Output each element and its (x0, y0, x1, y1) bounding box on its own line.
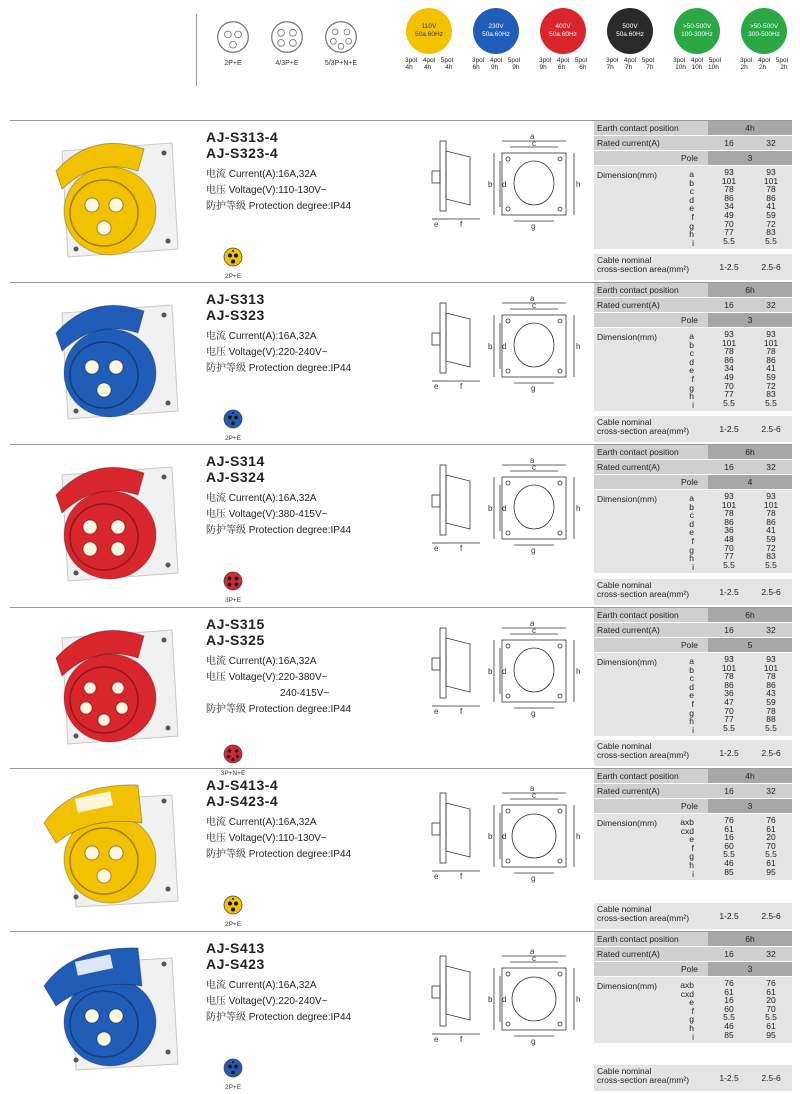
dimension-letters: a b c d e f g h i (689, 331, 694, 410)
pin-config-badge (223, 895, 249, 928)
dimension-label: Dimension(mm) (597, 981, 657, 991)
dimension-rows (594, 490, 792, 573)
product-info (200, 940, 400, 1091)
svg-text:c: c (532, 791, 536, 800)
svg-text:f: f (460, 220, 463, 229)
pole-hours (733, 57, 795, 71)
product-photo (32, 131, 182, 261)
frequency-value: 50a.60Hz (482, 31, 510, 38)
svg-text:c: c (532, 954, 536, 963)
svg-text:e: e (434, 872, 439, 881)
voltage-circle (473, 8, 519, 54)
product-info (200, 777, 400, 928)
pin-diagram-icon (270, 20, 304, 54)
voltage-badge-2 (465, 8, 527, 71)
spec-table (594, 445, 792, 608)
svg-text:h: h (576, 832, 581, 841)
product-photo (32, 293, 182, 423)
rated-label: Rated current(A) (594, 460, 708, 474)
hour-labels: 7h 7h 7h (606, 64, 654, 71)
spec-table (594, 932, 792, 1094)
technical-drawing-icon (410, 783, 590, 883)
pole-hours (599, 57, 661, 71)
dimension-drawing (410, 293, 590, 393)
pin-type-1 (205, 20, 261, 67)
svg-text:a: a (530, 947, 535, 956)
model-number: AJ-S313-4 (206, 129, 279, 145)
svg-text:a: a (530, 784, 535, 793)
rated-16: 16 (708, 947, 750, 961)
pin-config-icon (223, 247, 243, 267)
spec-table (594, 608, 792, 769)
pin-config-badge (223, 1058, 249, 1091)
svg-text:b: b (488, 504, 493, 513)
voltage-circle (607, 8, 653, 54)
pole-value: 3 (708, 962, 792, 976)
voltage-spec: 电压 Voltage(V):220-240V~ (206, 347, 328, 358)
cable-row (594, 1065, 792, 1091)
product-info (200, 129, 400, 280)
frequency-value: 300-500Hz (748, 31, 780, 38)
voltage-badge-6 (733, 8, 795, 71)
svg-text:h: h (576, 342, 581, 351)
pin-type-2 (259, 20, 315, 67)
svg-text:h: h (576, 180, 581, 189)
dimension-label: Dimension(mm) (597, 170, 657, 180)
dimension-rows (594, 328, 792, 411)
pole-labels: 3pol 4pol 5pol (404, 57, 454, 64)
pole-value: 3 (708, 799, 792, 813)
voltage-spec: 电压 Voltage(V):220-380V~ (206, 672, 328, 683)
rated-label: Rated current(A) (594, 136, 708, 150)
current-spec: 电流 Current(A):16A,32A (206, 169, 317, 180)
pole-hours (398, 57, 460, 71)
product-photo (32, 455, 182, 585)
rated-16: 16 (708, 460, 750, 474)
rated-16: 16 (708, 298, 750, 312)
cable-32: 2.5-6 (761, 911, 781, 921)
rated-16: 16 (708, 136, 750, 150)
frequency-value: 50a.60Hz (616, 31, 644, 38)
voltage-badge-5 (666, 8, 728, 71)
current-spec: 电流 Current(A):16A,32A (206, 493, 317, 504)
model-number: AJ-S423 (206, 956, 265, 972)
cable-32: 2.5-6 (761, 424, 781, 434)
voltage-circle (741, 8, 787, 54)
earth-value: 6h (708, 932, 792, 946)
cable-16: 1-2.5 (719, 1073, 739, 1083)
product-photo (32, 779, 182, 909)
dimension-rows (594, 166, 792, 249)
earth-label: Earth contact position (594, 769, 708, 783)
pin-config-badge (223, 571, 249, 604)
svg-text:c: c (532, 463, 536, 472)
svg-text:a: a (530, 294, 535, 303)
svg-text:b: b (488, 342, 493, 351)
pin-config-label: 3P+E (224, 597, 242, 604)
svg-text:g: g (531, 709, 536, 718)
socket-illustration (32, 942, 182, 1072)
voltage-spec: 电压 Voltage(V):220-240V~ (206, 996, 328, 1007)
spec-table (594, 769, 792, 932)
pole-labels: 3pol 4pol 5pol (605, 57, 655, 64)
model-number: AJ-S325 (206, 632, 265, 648)
pole-label: Pole (594, 799, 708, 813)
cable-label: Cable nominal cross-section area(mm²) (594, 903, 708, 929)
pole-label: Pole (594, 962, 708, 976)
pin-config-badge (223, 409, 249, 442)
pin-type-label: 4/3P+E (275, 60, 299, 67)
frequency-value: 100-300Hz (681, 31, 713, 38)
voltage-spec: 电压 Voltage(V):110-130V~ (206, 833, 327, 844)
svg-text:d: d (502, 504, 507, 513)
frequency-value: 50a.60Hz (415, 31, 443, 38)
cable-row (594, 903, 792, 929)
product-row (10, 282, 792, 445)
protection-spec: 防护等级 Protection degree:IP44 (206, 525, 352, 536)
earth-value: 6h (708, 608, 792, 622)
voltage-value: 400V (555, 23, 571, 30)
hour-labels: 9h 6h 6h (539, 64, 587, 71)
cable-16: 1-2.5 (719, 262, 739, 272)
dimension-values-16: 93 101 78 86 36 47 70 77 5.5 (721, 654, 737, 733)
cable-label: Cable nominal cross-section area(mm²) (594, 254, 708, 280)
svg-text:g: g (531, 222, 536, 231)
earth-value: 6h (708, 445, 792, 459)
hour-labels: 2h 2h 2h (740, 64, 788, 71)
svg-text:b: b (488, 832, 493, 841)
pin-config-icon (223, 571, 243, 591)
voltage-circle (406, 8, 452, 54)
svg-text:g: g (531, 874, 536, 883)
pole-labels: 3pol 4pol 5pol (739, 57, 789, 64)
dimension-values-16: 76 61 16 60 5.5 46 85 (723, 978, 735, 1040)
voltage-value: >50-500V (682, 23, 712, 30)
technical-drawing-icon (410, 455, 590, 555)
voltage-value: 230V (488, 23, 504, 30)
svg-text:g: g (531, 546, 536, 555)
svg-text:c: c (532, 301, 536, 310)
product-photo (32, 618, 182, 748)
pole-label: Pole (594, 638, 708, 652)
svg-text:e: e (434, 1035, 439, 1044)
earth-value: 6h (708, 283, 792, 297)
svg-text:c: c (532, 626, 536, 635)
protection-spec: 防护等级 Protection degree:IP44 (206, 849, 352, 860)
pole-labels: 3pol 4pol 5pol (471, 57, 521, 64)
pin-type-label: 5/3P+N+E (324, 60, 358, 67)
voltage-spec: 电压 Voltage(V):380-415V~ (206, 509, 328, 520)
earth-value: 4h (708, 121, 792, 135)
pin-config-icon (223, 1058, 243, 1078)
cable-16: 1-2.5 (719, 587, 739, 597)
product-row (10, 120, 792, 283)
svg-text:d: d (502, 180, 507, 189)
dimension-values-16: 93 101 78 86 36 48 70 77 5.5 (721, 491, 737, 570)
technical-drawing-icon (410, 618, 590, 718)
cable-32: 2.5-6 (761, 587, 781, 597)
socket-illustration (32, 779, 182, 909)
svg-text:c: c (532, 139, 536, 148)
dimension-values-16: 76 61 16 60 5.5 46 85 (723, 815, 735, 877)
pin-config-label: 2P+E (224, 273, 242, 280)
cable-label: Cable nominal cross-section area(mm²) (594, 740, 708, 766)
pole-label: Pole (594, 151, 708, 165)
hour-labels: 10h 10h 10h (675, 64, 719, 71)
dimension-rows (594, 977, 792, 1043)
hour-labels: 4h 4h 4h (405, 64, 453, 71)
product-photo (32, 942, 182, 1072)
svg-text:e: e (434, 707, 439, 716)
cable-row (594, 740, 792, 766)
voltage-value: 500V (622, 23, 638, 30)
socket-illustration (32, 131, 182, 261)
pin-config-label: 2P+E (224, 1084, 242, 1091)
voltage-badge-4 (599, 8, 661, 71)
rated-32: 32 (750, 136, 792, 150)
pin-config-icon (223, 895, 243, 915)
svg-text:h: h (576, 504, 581, 513)
earth-label: Earth contact position (594, 608, 708, 622)
model-number: AJ-S324 (206, 469, 265, 485)
cable-16: 1-2.5 (719, 424, 739, 434)
pole-label: Pole (594, 475, 708, 489)
svg-text:d: d (502, 995, 507, 1004)
dimension-label: Dimension(mm) (597, 818, 657, 828)
earth-label: Earth contact position (594, 932, 708, 946)
rated-16: 16 (708, 623, 750, 637)
dimension-letters: a b c d e f g h i (689, 169, 694, 248)
svg-text:e: e (434, 220, 439, 229)
current-spec: 电流 Current(A):16A,32A (206, 331, 317, 342)
dimension-drawing (410, 131, 590, 231)
dimension-values-32: 93 101 78 86 43 59 78 88 5.5 (763, 654, 779, 733)
pin-config-label: 2P+E (224, 435, 242, 442)
pole-value: 3 (708, 151, 792, 165)
pole-value: 3 (708, 313, 792, 327)
earth-label: Earth contact position (594, 445, 708, 459)
voltage-circle (674, 8, 720, 54)
dimension-rows (594, 653, 792, 736)
dimension-drawing (410, 946, 590, 1046)
current-spec: 电流 Current(A):16A,32A (206, 817, 317, 828)
svg-text:d: d (502, 667, 507, 676)
dimension-values-32: 76 61 20 70 5.5 61 95 (765, 815, 777, 877)
model-number: AJ-S314 (206, 453, 265, 469)
svg-text:b: b (488, 667, 493, 676)
cable-32: 2.5-6 (761, 1073, 781, 1083)
svg-text:f: f (460, 1035, 463, 1044)
voltage-badge-1 (398, 8, 460, 71)
protection-spec: 防护等级 Protection degree:IP44 (206, 201, 352, 212)
dimension-label: Dimension(mm) (597, 657, 657, 667)
pin-config-badge (223, 247, 249, 280)
voltage-badge-3 (532, 8, 594, 71)
earth-label: Earth contact position (594, 283, 708, 297)
model-number: AJ-S323 (206, 307, 265, 323)
cable-row (594, 579, 792, 605)
pole-labels: 3pol 4pol 5pol (538, 57, 588, 64)
pin-type-3 (313, 20, 369, 67)
voltage-value: >50-500V (749, 23, 779, 30)
rated-32: 32 (750, 947, 792, 961)
pin-config-label: 2P+E (224, 921, 242, 928)
pole-hours (666, 57, 728, 71)
cable-16: 1-2.5 (719, 911, 739, 921)
cable-16: 1-2.5 (719, 748, 739, 758)
model-number: AJ-S315 (206, 616, 265, 632)
rated-32: 32 (750, 784, 792, 798)
dimension-values-32: 93 101 78 86 41 59 72 83 5.5 (763, 329, 779, 408)
rated-16: 16 (708, 784, 750, 798)
model-number: AJ-S413-4 (206, 777, 279, 793)
protection-spec: 防护等级 Protection degree:IP44 (206, 704, 352, 715)
dimension-label: Dimension(mm) (597, 332, 657, 342)
model-number: AJ-S413 (206, 940, 265, 956)
product-row (10, 931, 792, 1094)
svg-text:d: d (502, 342, 507, 351)
svg-text:f: f (460, 872, 463, 881)
svg-text:g: g (531, 1037, 536, 1046)
svg-text:f: f (460, 707, 463, 716)
svg-text:h: h (576, 667, 581, 676)
dimension-values-16: 93 101 78 86 34 49 70 77 5.5 (721, 167, 737, 246)
model-number: AJ-S323-4 (206, 145, 279, 161)
svg-text:e: e (434, 382, 439, 391)
dimension-rows (594, 814, 792, 880)
frequency-value: 50a.60Hz (549, 31, 577, 38)
dimension-values-32: 93 101 78 86 41 59 72 83 5.5 (763, 167, 779, 246)
cable-row (594, 416, 792, 442)
rated-label: Rated current(A) (594, 298, 708, 312)
dimension-values-16: 93 101 78 86 34 49 70 77 5.5 (721, 329, 737, 408)
dimension-drawing (410, 618, 590, 718)
rated-label: Rated current(A) (594, 623, 708, 637)
dimension-values-32: 93 101 78 86 41 59 72 83 5.5 (763, 491, 779, 570)
earth-label: Earth contact position (594, 121, 708, 135)
earth-value: 4h (708, 769, 792, 783)
svg-text:a: a (530, 132, 535, 141)
dimension-letters: axb cxd e f g h i (680, 817, 694, 879)
pin-config-label: 3P+N+E (220, 770, 246, 777)
current-spec: 电流 Current(A):16A,32A (206, 980, 317, 991)
voltage-value: 110V (421, 23, 437, 30)
voltage-spec: 电压 Voltage(V):110-130V~ (206, 185, 327, 196)
pin-diagram-icon (324, 20, 358, 54)
pole-hours (465, 57, 527, 71)
voltage-circle (540, 8, 586, 54)
pin-config-icon (223, 744, 243, 764)
dimension-letters: a b c d e f g h i (689, 493, 694, 572)
technical-drawing-icon (410, 946, 590, 1046)
current-spec: 电流 Current(A):16A,32A (206, 656, 317, 667)
cable-label: Cable nominal cross-section area(mm²) (594, 416, 708, 442)
product-info (200, 616, 400, 777)
spec-table (594, 283, 792, 445)
product-row (10, 444, 792, 608)
spec-table (594, 121, 792, 283)
voltage-spec-alt: 240-415V~ (280, 688, 330, 699)
cable-32: 2.5-6 (761, 262, 781, 272)
socket-illustration (32, 293, 182, 423)
dimension-drawing (410, 455, 590, 555)
model-number: AJ-S313 (206, 291, 265, 307)
product-info (200, 291, 400, 442)
pin-diagram-icon (216, 20, 250, 54)
technical-drawing-icon (410, 131, 590, 231)
rated-32: 32 (750, 460, 792, 474)
pole-label: Pole (594, 313, 708, 327)
svg-text:f: f (460, 382, 463, 391)
pole-value: 4 (708, 475, 792, 489)
cable-label: Cable nominal cross-section area(mm²) (594, 579, 708, 605)
rated-label: Rated current(A) (594, 784, 708, 798)
cable-row (594, 254, 792, 280)
pin-type-label: 2P+E (224, 60, 242, 67)
pole-labels: 3pol 4pol 5pol (672, 57, 722, 64)
dimension-drawing (410, 783, 590, 883)
rated-label: Rated current(A) (594, 947, 708, 961)
dimension-values-32: 76 61 20 70 5.5 61 95 (765, 978, 777, 1040)
protection-spec: 防护等级 Protection degree:IP44 (206, 363, 352, 374)
cable-label: Cable nominal cross-section area(mm²) (594, 1065, 708, 1091)
dimension-letters: a b c d e f g h i (689, 656, 694, 735)
pin-config-icon (223, 409, 243, 429)
svg-text:b: b (488, 995, 493, 1004)
svg-text:b: b (488, 180, 493, 189)
svg-text:d: d (502, 832, 507, 841)
rated-32: 32 (750, 623, 792, 637)
svg-text:g: g (531, 384, 536, 393)
technical-drawing-icon (410, 293, 590, 393)
rated-32: 32 (750, 298, 792, 312)
protection-spec: 防护等级 Protection degree:IP44 (206, 1012, 352, 1023)
dimension-label: Dimension(mm) (597, 494, 657, 504)
hour-labels: 6h 9h 9h (472, 64, 520, 71)
socket-illustration (32, 455, 182, 585)
pole-value: 5 (708, 638, 792, 652)
pole-hours (532, 57, 594, 71)
pin-type-legend (196, 14, 367, 86)
svg-text:h: h (576, 995, 581, 1004)
svg-text:e: e (434, 544, 439, 553)
cable-32: 2.5-6 (761, 748, 781, 758)
model-number: AJ-S423-4 (206, 793, 279, 809)
svg-text:a: a (530, 619, 535, 628)
product-row (10, 768, 792, 932)
dimension-letters: axb cxd e f g h i (680, 980, 694, 1042)
socket-illustration (32, 618, 182, 748)
svg-text:f: f (460, 544, 463, 553)
svg-text:a: a (530, 456, 535, 465)
product-info (200, 453, 400, 604)
